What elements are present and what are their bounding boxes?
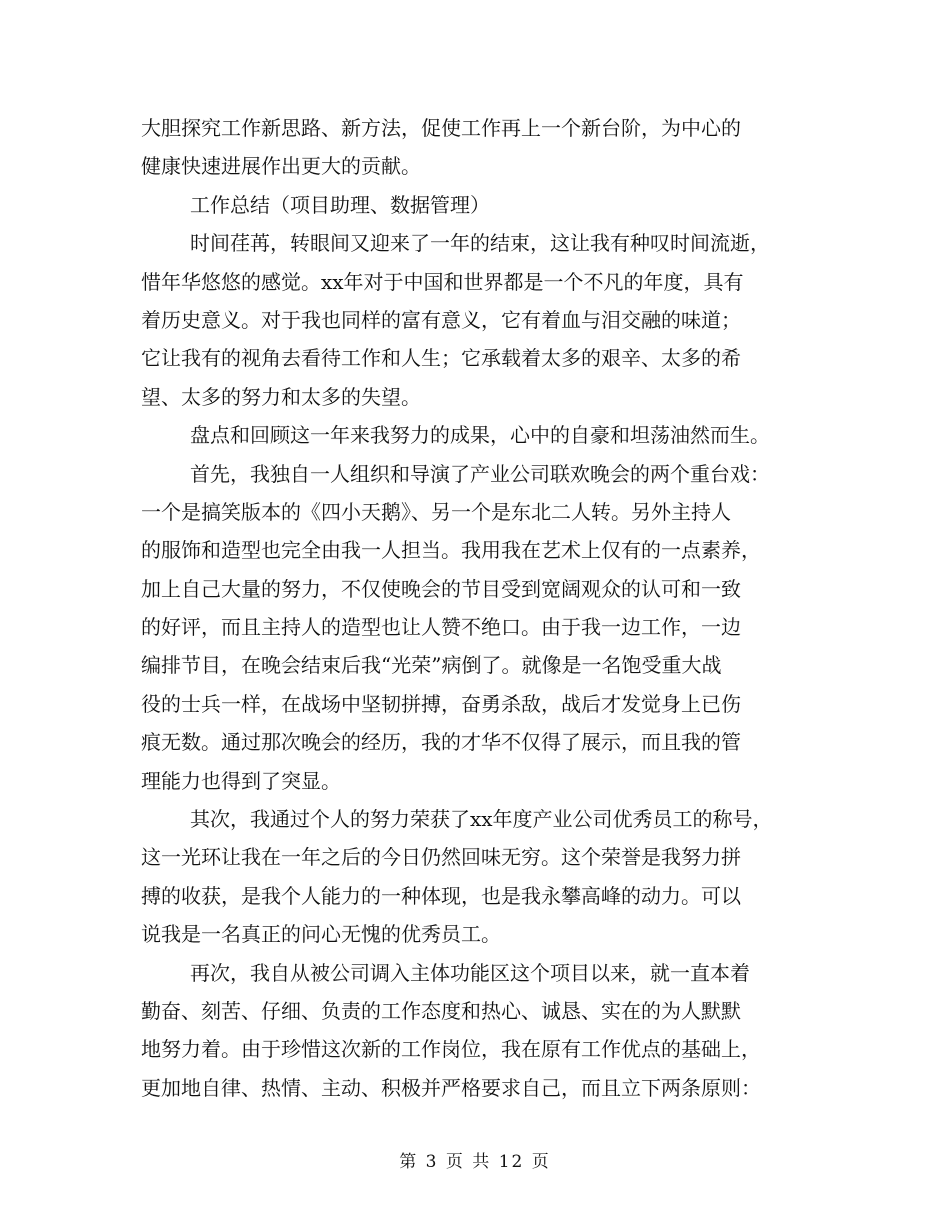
text-line: 再次，我自从被公司调入主体功能区这个项目以来，就一直本着 bbox=[190, 960, 750, 985]
text-line: 说我是一名真正的问心无愧的优秀员工。 bbox=[141, 922, 501, 947]
text-line: 大胆探究工作新思路、新方法，促使工作再上一个新台阶，为中心的 bbox=[141, 116, 741, 140]
text-line: 健康快速进展作出更大的贡献。 bbox=[141, 154, 421, 179]
text-line: 理能力也得到了突显。 bbox=[141, 768, 341, 793]
text-line: 更加地自律、热情、主动、积极并严格要求自己，而且立下两条原则： bbox=[141, 1075, 761, 1100]
text-line: 一个是搞笑版本的《四小天鹅》、另一个是东北二人转。另外主持人 bbox=[141, 499, 731, 524]
text-line: 役的士兵一样，在战场中坚韧拼搏，奋勇杀敌，战后才发觉身上已伤 bbox=[141, 691, 741, 716]
text-line: 时间荏苒，转眼间又迎来了一年的结束，这让我有种叹时间流逝， bbox=[190, 231, 770, 256]
text-line: 这一光环让我在一年之后的今日仍然回味无穷。这个荣誉是我努力拼 bbox=[141, 845, 741, 870]
text-line: 工作总结（项目助理、数据管理） bbox=[190, 192, 490, 217]
text-line: 编排节目，在晚会结束后我“光荣”病倒了。就像是一名饱受重大战 bbox=[141, 653, 722, 678]
page-footer: 第 3 页 共 12 页 bbox=[399, 1152, 551, 1172]
text-line: 搏的收获，是我个人能力的一种体现，也是我永攀高峰的动力。可以 bbox=[141, 883, 741, 908]
text-line: 痕无数。通过那次晚会的经历，我的才华不仅得了展示，而且我的管 bbox=[141, 730, 741, 755]
text-line: 其次，我通过个人的努力荣获了xx年度产业公司优秀员工的称号， bbox=[190, 807, 773, 832]
document-body bbox=[141, 109, 821, 1107]
text-line: 的服饰和造型也完全由我一人担当。我用我在艺术上仅有的一点素养， bbox=[141, 538, 761, 563]
text-line: 的好评，而且主持人的造型也让人赞不绝口。由于我一边工作，一边 bbox=[141, 615, 741, 640]
text-line: 地努力着。由于珍惜这次新的工作岗位，我在原有工作优点的基础上， bbox=[141, 1037, 761, 1062]
text-line: 它让我有的视角去看待工作和人生；它承载着太多的艰辛、太多的希 bbox=[141, 346, 741, 371]
text-line: 加上自己大量的努力，不仅使晚会的节目受到宽阔观众的认可和一致 bbox=[141, 576, 741, 601]
text-line: 惜年华悠悠的感觉。xx年对于中国和世界都是一个不凡的年度，具有 bbox=[141, 269, 744, 294]
text-line: 望、太多的努力和太多的失望。 bbox=[141, 384, 421, 409]
text-line: 着历史意义。对于我也同样的富有意义，它有着血与泪交融的味道； bbox=[141, 307, 741, 332]
text-line: 盘点和回顾这一年来我努力的成果，心中的自豪和坦荡油然而生。 bbox=[190, 423, 770, 448]
text-line: 勤奋、刻苦、仔细、负责的工作态度和热心、诚恳、实在的为人默默 bbox=[141, 998, 741, 1023]
text-line: 首先，我独自一人组织和导演了产业公司联欢晚会的两个重台戏： bbox=[190, 461, 770, 486]
